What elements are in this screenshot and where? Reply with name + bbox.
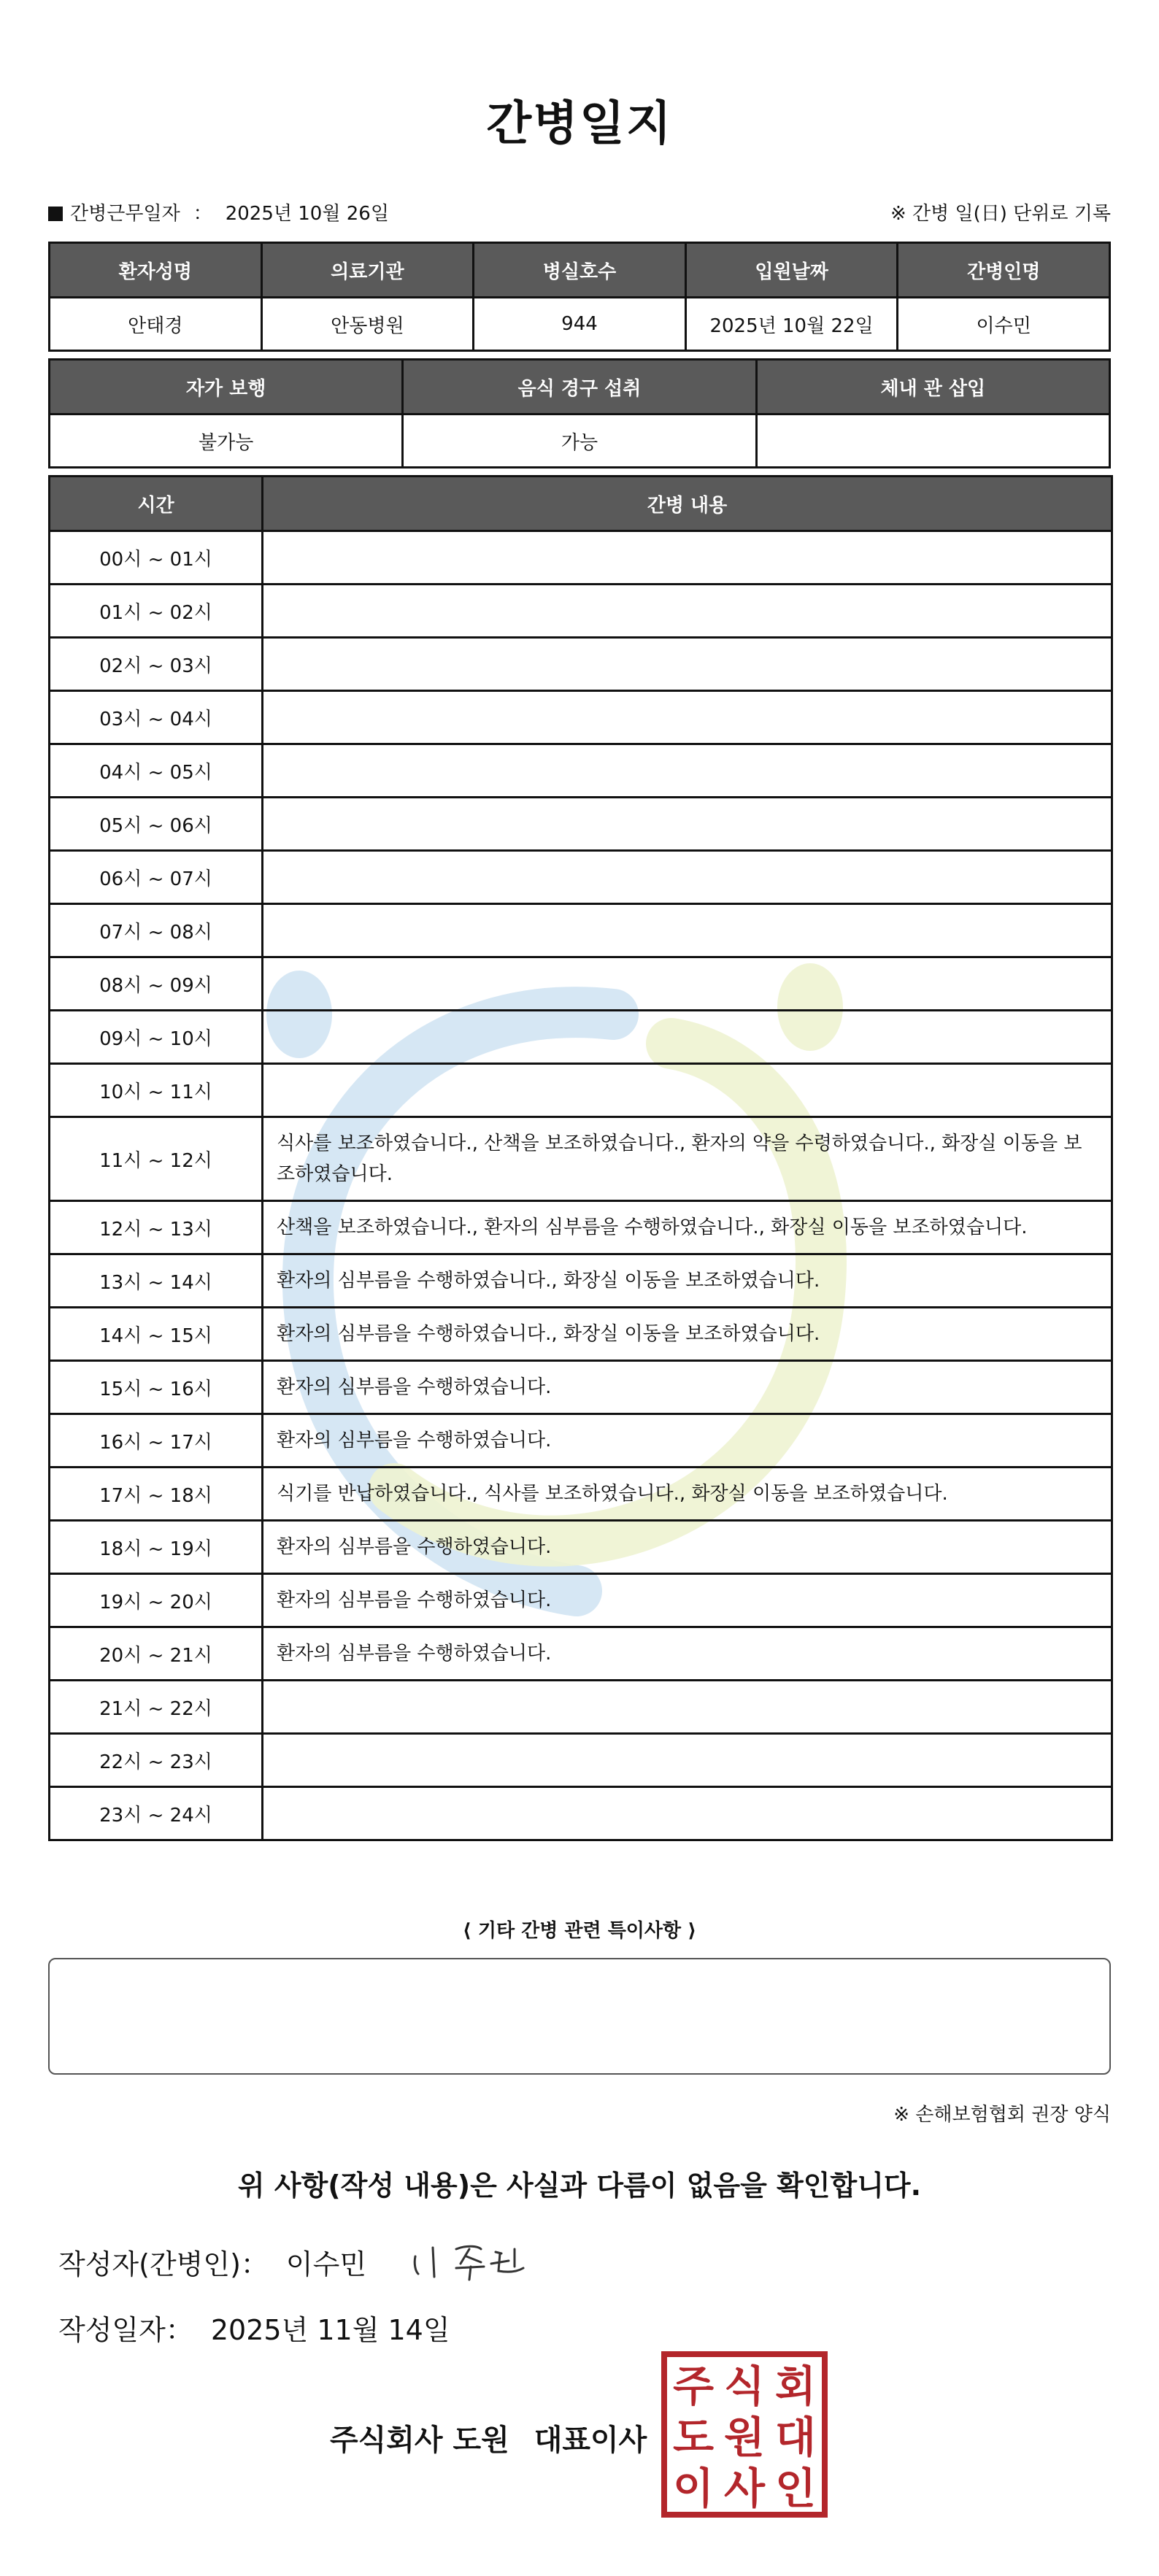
table-row [50, 904, 1112, 957]
care-note-cell [263, 1734, 1112, 1787]
care-note-cell [263, 904, 1112, 957]
time-cell: 17시 ~ 18시 [50, 1468, 263, 1521]
time-cell: 00시 ~ 01시 [50, 531, 263, 585]
square-bullet-icon [48, 207, 63, 221]
other-notes-title: ⟨ 기타 간병 관련 특이사항 ⟩ [462, 1920, 697, 1942]
other-notes-box [48, 1958, 1111, 2075]
svg-text:이: 이 [672, 2464, 715, 2513]
time-cell: 16시 ~ 17시 [50, 1414, 263, 1468]
svg-text:주: 주 [672, 2361, 715, 2411]
time-cell: 06시 ~ 07시 [50, 851, 263, 904]
patient-name-value: 안태경 [50, 298, 262, 351]
time-cell: 19시 ~ 20시 [50, 1574, 263, 1627]
patient-info-table [48, 242, 1111, 352]
time-cell: 05시 ~ 06시 [50, 798, 263, 851]
table-row [50, 1734, 1112, 1787]
svg-text:원: 원 [723, 2413, 766, 2462]
time-cell: 10시 ~ 11시 [50, 1064, 263, 1117]
oral-intake-value: 가능 [403, 414, 756, 468]
time-cell: 23시 ~ 24시 [50, 1787, 263, 1840]
table-row [50, 1011, 1112, 1064]
care-note-cell: 환자의 심부름을 수행하였습니다. [263, 1627, 1112, 1681]
patient-header-row [50, 243, 1110, 298]
table-row [50, 1064, 1112, 1117]
patient-status-table [48, 358, 1111, 468]
header-care-content: 간병 내용 [263, 477, 1112, 531]
care-note-cell: 환자의 심부름을 수행하였습니다., 화장실 이동을 보조하였습니다. [263, 1254, 1112, 1308]
table-row [50, 1574, 1112, 1627]
header-time: 시간 [50, 477, 263, 531]
company-name: 주식회사 도원 [330, 2423, 509, 2457]
time-cell: 14시 ~ 15시 [50, 1308, 263, 1361]
header-patient-name: 환자성명 [50, 243, 262, 298]
table-row [50, 1681, 1112, 1734]
header-hospital: 의료기관 [261, 243, 474, 298]
room-value: 944 [474, 298, 686, 351]
tube-insertion-value [756, 414, 1109, 468]
care-note-cell: 식기를 반납하였습니다., 식사를 보조하였습니다., 화장실 이동을 보조하였습니다. [263, 1468, 1112, 1521]
time-cell: 13시 ~ 14시 [50, 1254, 263, 1308]
table-row [50, 1361, 1112, 1414]
recommended-form-note: ※ 손해보험협회 권장 양식 [893, 2104, 1111, 2126]
table-row [50, 1254, 1112, 1308]
time-cell: 12시 ~ 13시 [50, 1201, 263, 1254]
hospital-value: 안동병원 [261, 298, 474, 351]
header-tube-insertion: 체내 관 삽입 [756, 360, 1109, 414]
svg-text:사: 사 [723, 2464, 766, 2513]
representative-title: 대표이사 [534, 2423, 647, 2457]
status-value-row [50, 414, 1110, 468]
time-cell: 07시 ~ 08시 [50, 904, 263, 957]
time-cell: 02시 ~ 03시 [50, 638, 263, 691]
company-signature-line [330, 2417, 647, 2459]
care-note-cell [263, 1011, 1112, 1064]
confirmation-statement: 위 사항(작성 내용)은 사실과 다름이 없음을 확인합니다. [237, 2170, 922, 2202]
author-name: 이수민 [285, 2248, 367, 2280]
page-title: 간병일지 [486, 97, 673, 151]
care-log-table [48, 475, 1113, 1841]
work-date-colon: ： [193, 203, 212, 225]
time-cell: 18시 ~ 19시 [50, 1521, 263, 1574]
care-note-cell [263, 851, 1112, 904]
time-cell: 04시 ~ 05시 [50, 744, 263, 798]
work-date-line [48, 198, 389, 225]
care-note-cell [263, 531, 1112, 585]
table-row [50, 851, 1112, 904]
table-row [50, 1627, 1112, 1681]
author-label: 작성자(간병인)： [58, 2248, 269, 2280]
work-date-value: 2025년 10월 26일 [225, 203, 389, 225]
company-seal-icon [661, 2351, 828, 2518]
table-row [50, 1414, 1112, 1468]
care-note-cell: 산책을 보조하였습니다., 환자의 심부름을 수행하였습니다., 화장실 이동을 보조하였습니다. [263, 1201, 1112, 1254]
header-room: 병실호수 [474, 243, 686, 298]
time-cell: 11시 ~ 12시 [50, 1117, 263, 1201]
table-row [50, 1521, 1112, 1574]
care-note-cell: 환자의 심부름을 수행하였습니다. [263, 1521, 1112, 1574]
header-caregiver: 간병인명 [898, 243, 1110, 298]
header-admission-date: 입원날짜 [685, 243, 898, 298]
svg-text:대: 대 [774, 2413, 817, 2462]
caregiver-value: 이수민 [898, 298, 1110, 351]
svg-text:식: 식 [723, 2361, 766, 2411]
time-cell: 15시 ~ 16시 [50, 1361, 263, 1414]
written-date-line [58, 2307, 450, 2348]
header-oral-intake: 음식 경구 섭취 [403, 360, 756, 414]
care-note-cell [263, 1681, 1112, 1734]
care-note-cell [263, 585, 1112, 638]
table-row [50, 691, 1112, 744]
admission-date-value: 2025년 10월 22일 [685, 298, 898, 351]
time-cell: 21시 ~ 22시 [50, 1681, 263, 1734]
care-note-cell [263, 638, 1112, 691]
svg-text:도: 도 [672, 2413, 715, 2462]
care-note-cell: 환자의 심부름을 수행하였습니다., 화장실 이동을 보조하였습니다. [263, 1308, 1112, 1361]
header-self-walking: 자가 보행 [50, 360, 403, 414]
table-row [50, 585, 1112, 638]
written-date-label: 작성일자： [58, 2314, 193, 2346]
author-line [58, 2242, 366, 2282]
care-note-cell: 환자의 심부름을 수행하였습니다. [263, 1361, 1112, 1414]
time-cell: 22시 ~ 23시 [50, 1734, 263, 1787]
care-note-cell: 식사를 보조하였습니다., 산책을 보조하였습니다., 환자의 약을 수령하였습니다., 화장실 이동을 보조하였습니다. [263, 1117, 1112, 1201]
time-cell: 08시 ~ 09시 [50, 957, 263, 1011]
time-cell: 01시 ~ 02시 [50, 585, 263, 638]
patient-value-row [50, 298, 1110, 351]
care-note-cell [263, 1787, 1112, 1840]
handwritten-signature-icon [405, 2234, 536, 2286]
svg-text:인: 인 [774, 2464, 817, 2513]
written-date-value: 2025년 11월 14일 [210, 2314, 450, 2346]
table-row [50, 744, 1112, 798]
care-note-cell [263, 957, 1112, 1011]
self-walking-value: 불가능 [50, 414, 403, 468]
care-note-cell [263, 744, 1112, 798]
care-note-cell [263, 691, 1112, 744]
status-header-row [50, 360, 1110, 414]
care-note-cell [263, 798, 1112, 851]
table-row [50, 1117, 1112, 1201]
table-row [50, 1308, 1112, 1361]
table-row [50, 798, 1112, 851]
table-row [50, 1201, 1112, 1254]
table-row [50, 957, 1112, 1011]
care-note-cell [263, 1064, 1112, 1117]
daily-record-note: ※ 간병 일(日) 단위로 기록 [890, 203, 1111, 225]
table-row [50, 531, 1112, 585]
log-header-row [50, 477, 1112, 531]
time-cell: 09시 ~ 10시 [50, 1011, 263, 1064]
table-row [50, 1468, 1112, 1521]
care-note-cell: 환자의 심부름을 수행하였습니다. [263, 1574, 1112, 1627]
time-cell: 03시 ~ 04시 [50, 691, 263, 744]
table-row [50, 638, 1112, 691]
svg-text:회: 회 [774, 2361, 817, 2411]
care-note-cell: 환자의 심부름을 수행하였습니다. [263, 1414, 1112, 1468]
table-row [50, 1787, 1112, 1840]
time-cell: 20시 ~ 21시 [50, 1627, 263, 1681]
work-date-label: 간병근무일자 [70, 203, 180, 225]
